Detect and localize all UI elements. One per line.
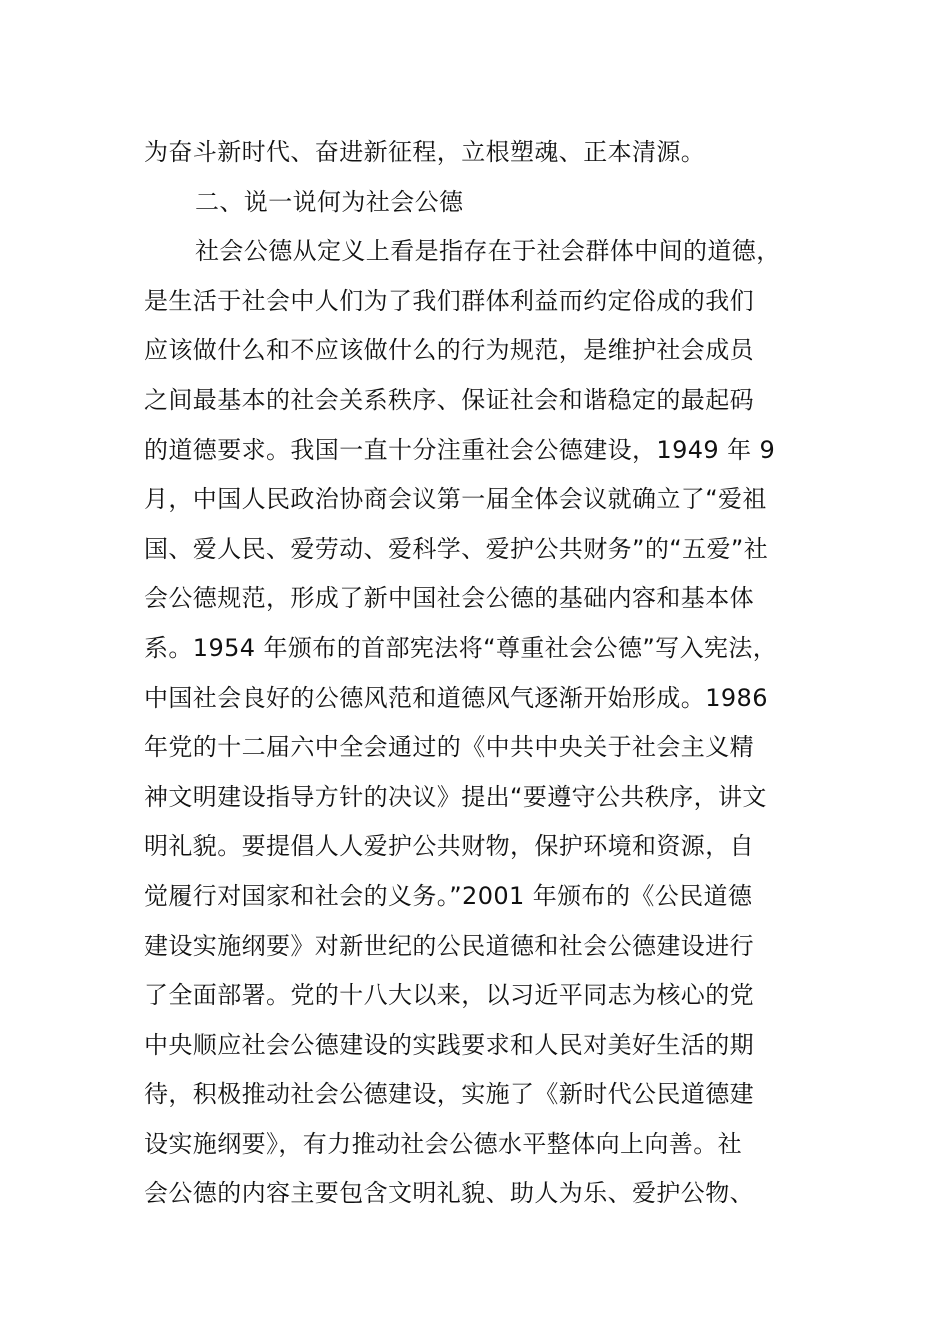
text-line: 系。1954 年颁布的首部宪法将“尊重社会公德”写入宪法， [144,633,778,662]
text-line: 设实施纲要》，有力推动社会公德水平整体向上向善。社 [144,1129,742,1158]
text-line: 为奋斗新时代、奋进新征程，立根塑魂、正本清源。 [144,138,706,166]
text-line: 之间最基本的社会关系秩序、保证社会和谐稳定的最起码 [144,385,754,414]
text-line: 年党的十二届六中全会通过的《中共中央关于社会主义精 [144,733,754,762]
text-line: 是生活于社会中人们为了我们群体利益而约定俗成的我们 [144,286,754,315]
body-text [144,128,814,1219]
paragraph-first-line: 社会公德从定义上看是指存在于社会群体中间的道德， [195,237,781,266]
text-line: 中央顺应社会公德建设的实践要求和人民对美好生活的期 [144,1030,754,1059]
text-line: 中国社会良好的公德风范和道德风气逐渐开始形成。1986 [144,683,768,712]
text-line: 明礼貌。要提倡人人爱护公共财物，保护环境和资源，自 [144,832,754,861]
text-line: 会公德规范，形成了新中国社会公德的基础内容和基本体 [144,584,754,613]
text-line: 的道德要求。我国一直十分注重社会公德建设，1949 年 9 [144,435,776,464]
text-line: 应该做什么和不应该做什么的行为规范，是维护社会成员 [144,336,754,365]
text-line: 觉履行对国家和社会的义务。”2001 年颁布的《公民道德 [144,881,753,910]
section-heading: 二、说一说何为社会公德 [195,187,464,216]
text-line: 国、爱人民、爱劳动、爱科学、爱护公共财务”的“五爱”社 [144,534,769,563]
text-line: 月，中国人民政治协商会议第一届全体会议就确立了“爱祖 [144,485,767,514]
text-line: 神文明建设指导方针的决议》提出“要遵守公共秩序，讲文 [144,782,767,811]
text-line: 会公德的内容主要包含文明礼貌、助人为乐、爱护公物、 [144,1179,754,1208]
text-line: 建设实施纲要》对新世纪的公民道德和社会公德建设进行 [144,931,754,960]
text-line: 了全面部署。党的十八大以来，以习近平同志为核心的党 [144,981,754,1010]
text-line: 待，积极推动社会公德建设，实施了《新时代公民道德建 [144,1080,754,1109]
